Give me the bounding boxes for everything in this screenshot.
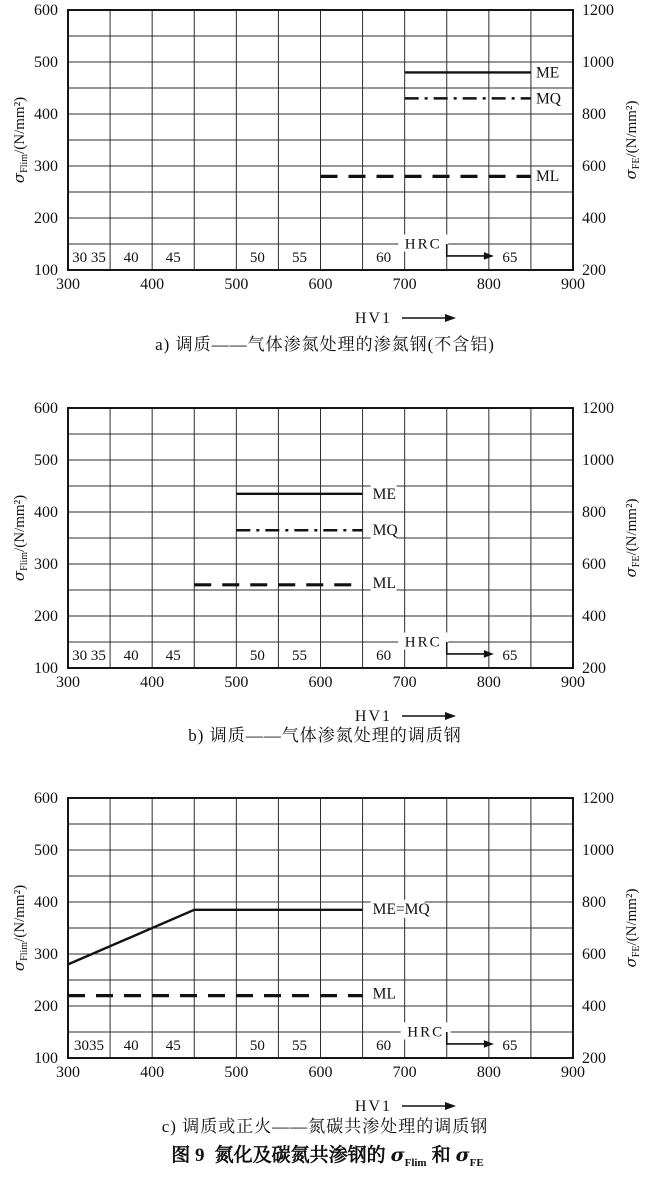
- x-axis-title: HV1: [354, 310, 392, 327]
- x-tick-label: 600: [308, 674, 333, 691]
- x-tick-label: 600: [308, 276, 333, 293]
- figure-title-text: 氮化及碳氮共渗钢的: [214, 1145, 386, 1166]
- hrc-title: HRC: [404, 236, 442, 253]
- y-left-tick-label: 100: [34, 660, 58, 677]
- sigma-flim-symbol: $\sigma_{Flim}$: [390, 1144, 427, 1169]
- chart-a-caption: a) 调质——气体渗氮处理的渗氮钢(不含铝): [155, 335, 495, 354]
- hrc-cell-label: 55: [291, 250, 307, 266]
- y-left-tick-label: 400: [34, 106, 58, 123]
- y-right-axis-title: $\sigma_{FE}/(N/mm^2)$: [622, 888, 642, 968]
- y-left-tick-label: 300: [34, 158, 58, 175]
- figure-title-and: 和: [431, 1145, 451, 1166]
- y-right-tick-label: 600: [582, 556, 606, 573]
- hrc-cell-label: 55: [291, 648, 307, 664]
- y-left-tick-label: 100: [34, 262, 58, 279]
- y-left-tick-label: 200: [34, 998, 58, 1015]
- x-tick-label: 500: [224, 1064, 249, 1081]
- hrc-cell-label: 40: [123, 648, 139, 664]
- hrc-cell-label: 60: [376, 250, 392, 266]
- x-tick-label: 900: [561, 1064, 585, 1081]
- sigma-fe-symbol: $\sigma_{FE}$: [455, 1144, 484, 1169]
- y-left-axis-title: $\sigma_{Flim}/(N/mm^2)$: [10, 884, 30, 972]
- x-tick-label: 800: [476, 674, 501, 691]
- x-tick-label: 900: [561, 276, 585, 293]
- y-right-axis-title: $\sigma_{FE}/(N/mm^2)$: [622, 100, 642, 180]
- series-ML-label: ML: [372, 985, 396, 1003]
- y-right-tick-label: 400: [582, 998, 606, 1015]
- hrc-arrow: [447, 642, 487, 654]
- y-right-tick-label: 1000: [582, 452, 614, 469]
- figure-title: [0, 1140, 650, 1169]
- x-tick-label: 700: [392, 1064, 417, 1081]
- x-tick-label: 400: [140, 1064, 165, 1081]
- y-right-tick-label: 400: [582, 210, 606, 227]
- y-right-tick-label: 1000: [582, 54, 614, 71]
- x-axis-arrowhead: [445, 1102, 456, 1110]
- chart-c-caption: c) 调质或正火——氮碳共渗处理的调质钢: [161, 1117, 489, 1136]
- hrc-cell-label: 65: [502, 250, 518, 266]
- x-tick-label: 300: [56, 674, 80, 691]
- x-axis-arrowhead: [445, 314, 456, 322]
- y-left-tick-label: 600: [34, 2, 58, 19]
- y-right-tick-label: 800: [582, 106, 606, 123]
- x-tick-label: 400: [140, 674, 165, 691]
- hrc-cell-label: 65: [502, 1038, 518, 1054]
- y-right-tick-label: 600: [582, 946, 606, 963]
- x-tick-label: 500: [224, 674, 249, 691]
- hrc-cell-label: 45: [165, 250, 181, 266]
- x-tick-label: 500: [224, 276, 249, 293]
- hrc-cell-label: 30 35: [72, 648, 106, 664]
- chart-a-plot: [0, 0, 650, 332]
- hrc-cell-label: 3035: [74, 1038, 105, 1054]
- hrc-cell-label: 40: [123, 250, 139, 266]
- hrc-title: HRC: [404, 634, 442, 651]
- y-right-tick-label: 600: [582, 158, 606, 175]
- y-right-tick-label: 200: [582, 1050, 606, 1067]
- y-left-tick-label: 600: [34, 400, 58, 417]
- hrc-cell-label: 45: [165, 648, 181, 664]
- y-right-tick-label: 1200: [582, 790, 614, 807]
- y-left-axis-title: $\sigma_{Flim}/(N/mm^2)$: [10, 96, 30, 184]
- y-right-tick-label: 1200: [582, 2, 614, 19]
- y-right-axis-title: $\sigma_{FE}/(N/mm^2)$: [622, 498, 642, 578]
- y-left-tick-label: 500: [34, 54, 58, 71]
- y-right-tick-label: 1200: [582, 400, 614, 417]
- x-tick-label: 300: [56, 276, 80, 293]
- x-tick-label: 800: [476, 1064, 501, 1081]
- hrc-cell-label: 65: [502, 648, 518, 664]
- series-MQ-label: MQ: [535, 90, 561, 108]
- y-left-tick-label: 200: [34, 210, 58, 227]
- x-axis-arrowhead: [445, 712, 456, 720]
- y-left-tick-label: 300: [34, 556, 58, 573]
- hrc-cell-label: 55: [291, 1038, 307, 1054]
- y-left-tick-label: 200: [34, 608, 58, 625]
- series-ML-label: ML: [372, 575, 396, 593]
- y-left-tick-label: 300: [34, 946, 58, 963]
- hrc-cell-label: 50: [249, 648, 265, 664]
- hrc-cell-label: 40: [123, 1038, 139, 1054]
- y-left-tick-label: 600: [34, 790, 58, 807]
- x-tick-label: 700: [392, 674, 417, 691]
- y-left-tick-label: 500: [34, 842, 58, 859]
- series-ME-label: ME: [372, 485, 396, 503]
- x-tick-label: 800: [476, 276, 501, 293]
- chart-b-caption: b) 调质——气体渗氮处理的调质钢: [188, 726, 462, 745]
- figure-number: 图 9: [171, 1145, 205, 1166]
- series-ML-label: ML: [535, 167, 560, 185]
- y-left-tick-label: 500: [34, 452, 58, 469]
- hrc-cell-label: 60: [376, 648, 392, 664]
- y-left-tick-label: 400: [34, 894, 58, 911]
- series-MQ-label: MQ: [372, 522, 398, 540]
- x-tick-label: 600: [308, 1064, 333, 1081]
- x-tick-label: 300: [56, 1064, 80, 1081]
- chart-c-plot: [0, 788, 650, 1120]
- hrc-cell-label: 50: [249, 250, 265, 266]
- y-right-tick-label: 800: [582, 504, 606, 521]
- y-left-tick-label: 400: [34, 504, 58, 521]
- x-axis-title: HV1: [354, 708, 392, 725]
- hrc-arrow: [447, 244, 487, 256]
- y-right-tick-label: 400: [582, 608, 606, 625]
- y-right-tick-label: 200: [582, 660, 606, 677]
- y-left-axis-title: $\sigma_{Flim}/(N/mm^2)$: [10, 494, 30, 582]
- series-ME-label: ME: [535, 64, 560, 82]
- chart-b-plot: [0, 398, 650, 730]
- hrc-cell-label: 45: [165, 1038, 181, 1054]
- hrc-cell-label: 30 35: [72, 250, 106, 266]
- hrc-arrow: [447, 1032, 487, 1044]
- y-right-tick-label: 800: [582, 894, 606, 911]
- y-left-tick-label: 100: [34, 1050, 58, 1067]
- hrc-cell-label: 50: [249, 1038, 265, 1054]
- y-right-tick-label: 1000: [582, 842, 614, 859]
- x-tick-label: 700: [392, 276, 417, 293]
- x-axis-title: HV1: [354, 1098, 392, 1115]
- hrc-title: HRC: [407, 1024, 445, 1041]
- x-tick-label: 400: [140, 276, 165, 293]
- series-ME=MQ-line: [68, 910, 363, 965]
- x-tick-label: 900: [561, 674, 585, 691]
- hrc-cell-label: 60: [376, 1038, 392, 1054]
- y-right-tick-label: 200: [582, 262, 606, 279]
- series-ME=MQ-label: ME=MQ: [372, 900, 430, 918]
